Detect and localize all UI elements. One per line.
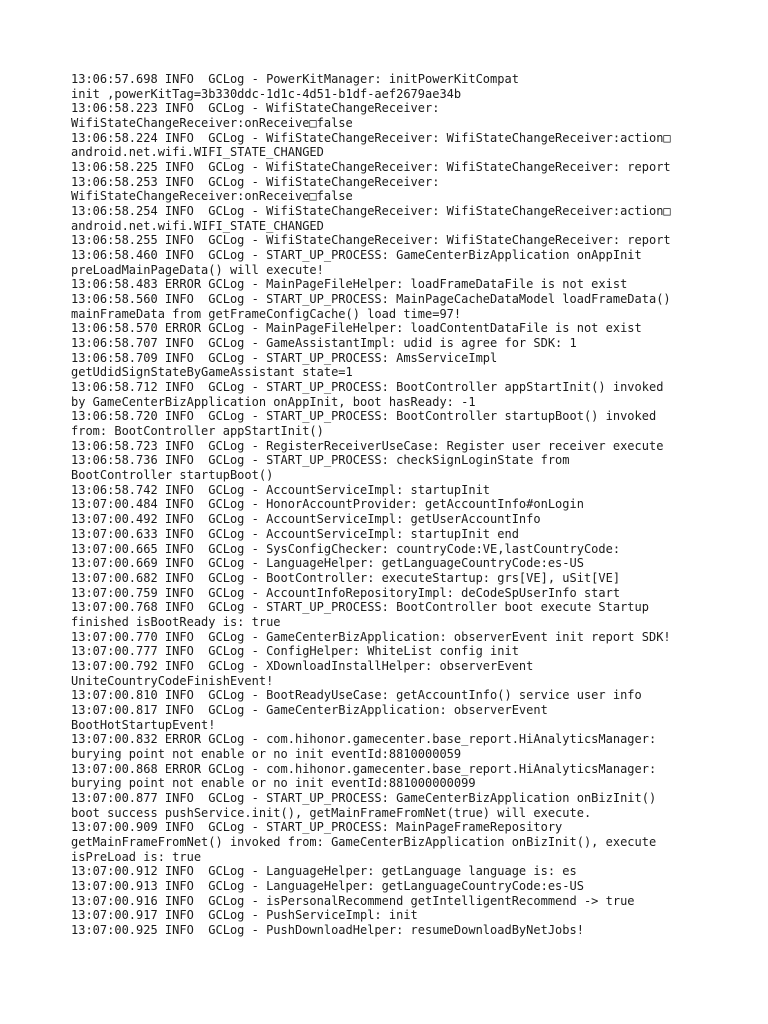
log-line: 13:06:58.225 INFO GCLog - WifiStateChangeReceiver: WifiStateChangeReceiver: report [71, 160, 671, 175]
log-line: 13:06:58.460 INFO GCLog - START_UP_PROCESS: GameCenterBizApplication onAppInit [71, 248, 642, 263]
log-line: 13:06:57.698 INFO GCLog - PowerKitManager: initPowerKitCompat [71, 72, 519, 86]
log-line: 13:07:00.817 INFO GCLog - GameCenterBizApplication: observerEvent [71, 702, 548, 717]
log-line: BootController startupBoot() [71, 468, 274, 483]
log-line: 13:06:58.712 INFO GCLog - START_UP_PROCESS: BootController appStartInit() invoked [71, 380, 664, 395]
log-line: 13:07:00.770 INFO GCLog - GameCenterBizApplication: observerEvent init report SDK! [71, 629, 671, 644]
log-line: 13:06:58.223 INFO GCLog - WifiStateChangeReceiver: [71, 101, 440, 116]
log-line: 13:06:58.570 ERROR GCLog - MainPageFileHelper: loadContentDataFile is not exist [71, 321, 642, 336]
log-line: 13:07:00.909 INFO GCLog - START_UP_PROCESS: MainPageFrameRepository [71, 820, 563, 835]
log-line: 13:06:58.254 INFO GCLog - WifiStateChangeReceiver: WifiStateChangeReceiver:action□ [71, 204, 671, 219]
log-line: preLoadMainPageData() will execute! [71, 262, 324, 277]
log-line: UniteCountryCodeFinishEvent! [71, 673, 274, 688]
log-line: burying point not enable or no init eventId:881000000099 [71, 776, 476, 791]
log-line: 13:07:00.484 INFO GCLog - HonorAccountProvider: getAccountInfo#onLogin [71, 497, 584, 512]
log-line: 13:07:00.682 INFO GCLog - BootController: executeStartup: grs[VE], uSit[VE] [71, 570, 621, 585]
log-line: 13:06:58.720 INFO GCLog - START_UP_PROCESS: BootController startupBoot() invoked [71, 409, 657, 424]
log-line: 13:06:58.483 ERROR GCLog - MainPageFileHelper: loadFrameDataFile is not exist [71, 277, 628, 292]
log-line: 13:06:58.736 INFO GCLog - START_UP_PROCESS: checkSignLoginState from [71, 453, 570, 468]
log-text-block [71, 72, 711, 938]
log-line: isPreLoad is: true [71, 849, 202, 864]
log-line: finished isBootReady is: true [71, 614, 281, 629]
log-line: by GameCenterBizApplication onAppInit, boot hasReady: -1 [71, 394, 476, 409]
log-line: BootHotStartupEvent! [71, 717, 216, 732]
log-line: 13:07:00.792 INFO GCLog - XDownloadInstallHelper: observerEvent [71, 658, 534, 673]
log-line: 13:07:00.768 INFO GCLog - START_UP_PROCESS: BootController boot execute Startup [71, 600, 649, 615]
log-line: burying point not enable or no init eventId:8810000059 [71, 746, 462, 761]
log-line: init ,powerKitTag=3b330ddc-1d1c-4d51-b1df-aef2679ae34b [71, 86, 462, 101]
log-line: 13:07:00.633 INFO GCLog - AccountServiceImpl: startupInit end [71, 526, 519, 541]
log-line: WifiStateChangeReceiver:onReceive□false [71, 189, 353, 204]
log-line: 13:07:00.810 INFO GCLog - BootReadyUseCase: getAccountInfo() service user info [71, 688, 642, 703]
log-line: 13:07:00.868 ERROR GCLog - com.hihonor.gamecenter.base_report.HiAnalyticsManager: [71, 761, 657, 776]
log-line: 13:07:00.759 INFO GCLog - AccountInfoRepositoryImpl: deCodeSpUserInfo start [71, 585, 621, 600]
log-line: 13:07:00.913 INFO GCLog - LanguageHelper: getLanguageCountryCode:es-US [71, 878, 584, 893]
log-line: 13:07:00.832 ERROR GCLog - com.hihonor.gamecenter.base_report.HiAnalyticsManager: [71, 732, 657, 747]
log-line: 13:07:00.777 INFO GCLog - ConfigHelper: WhiteList config init [71, 644, 519, 659]
log-line: 13:06:58.560 INFO GCLog - START_UP_PROCESS: MainPageCacheDataModel loadFrameData() [71, 292, 671, 307]
log-line: mainFrameData from getFrameConfigCache() load time=97! [71, 306, 462, 321]
log-line: 13:06:58.723 INFO GCLog - RegisterReceiverUseCase: Register user receiver execute [71, 438, 664, 453]
log-line: android.net.wifi.WIFI_STATE_CHANGED [71, 218, 324, 233]
log-line: 13:07:00.916 INFO GCLog - isPersonalRecommend getIntelligentRecommend -> true [71, 893, 635, 908]
log-line: 13:06:58.709 INFO GCLog - START_UP_PROCESS: AmsServiceImpl [71, 350, 498, 365]
log-line: android.net.wifi.WIFI_STATE_CHANGED [71, 145, 324, 160]
log-line: WifiStateChangeReceiver:onReceive□false [71, 116, 353, 131]
log-line: 13:07:00.917 INFO GCLog - PushServiceImpl: init [71, 908, 418, 923]
log-line: getMainFrameFromNet() invoked from: GameCenterBizApplication onBizInit(), execute [71, 834, 657, 849]
log-line: 13:06:58.224 INFO GCLog - WifiStateChangeReceiver: WifiStateChangeReceiver:action□ [71, 130, 671, 145]
log-line: from: BootController appStartInit() [71, 424, 324, 439]
log-line: 13:06:58.742 INFO GCLog - AccountServiceImpl: startupInit [71, 482, 491, 497]
log-line: 13:07:00.492 INFO GCLog - AccountServiceImpl: getUserAccountInfo [71, 512, 541, 527]
log-line: getUdidSignStateByGameAssistant state=1 [71, 365, 353, 380]
log-line: 13:07:00.912 INFO GCLog - LanguageHelper: getLanguage language is: es [71, 864, 577, 879]
log-line: 13:07:00.665 INFO GCLog - SysConfigChecker: countryCode:VE,lastCountryCode: [71, 541, 621, 556]
log-line: boot success pushService.init(), getMainFrameFromNet(true) will execute. [71, 805, 592, 820]
log-line: 13:07:00.877 INFO GCLog - START_UP_PROCESS: GameCenterBizApplication onBizInit() [71, 790, 657, 805]
log-line: 13:07:00.925 INFO GCLog - PushDownloadHelper: resumeDownloadByNetJobs! [71, 922, 584, 937]
log-line: 13:06:58.255 INFO GCLog - WifiStateChangeReceiver: WifiStateChangeReceiver: report [71, 233, 671, 248]
log-line: 13:06:58.253 INFO GCLog - WifiStateChangeReceiver: [71, 174, 440, 189]
log-line: 13:06:58.707 INFO GCLog - GameAssistantImpl: udid is agree for SDK: 1 [71, 336, 577, 351]
log-line: 13:07:00.669 INFO GCLog - LanguageHelper: getLanguageCountryCode:es-US [71, 556, 584, 571]
